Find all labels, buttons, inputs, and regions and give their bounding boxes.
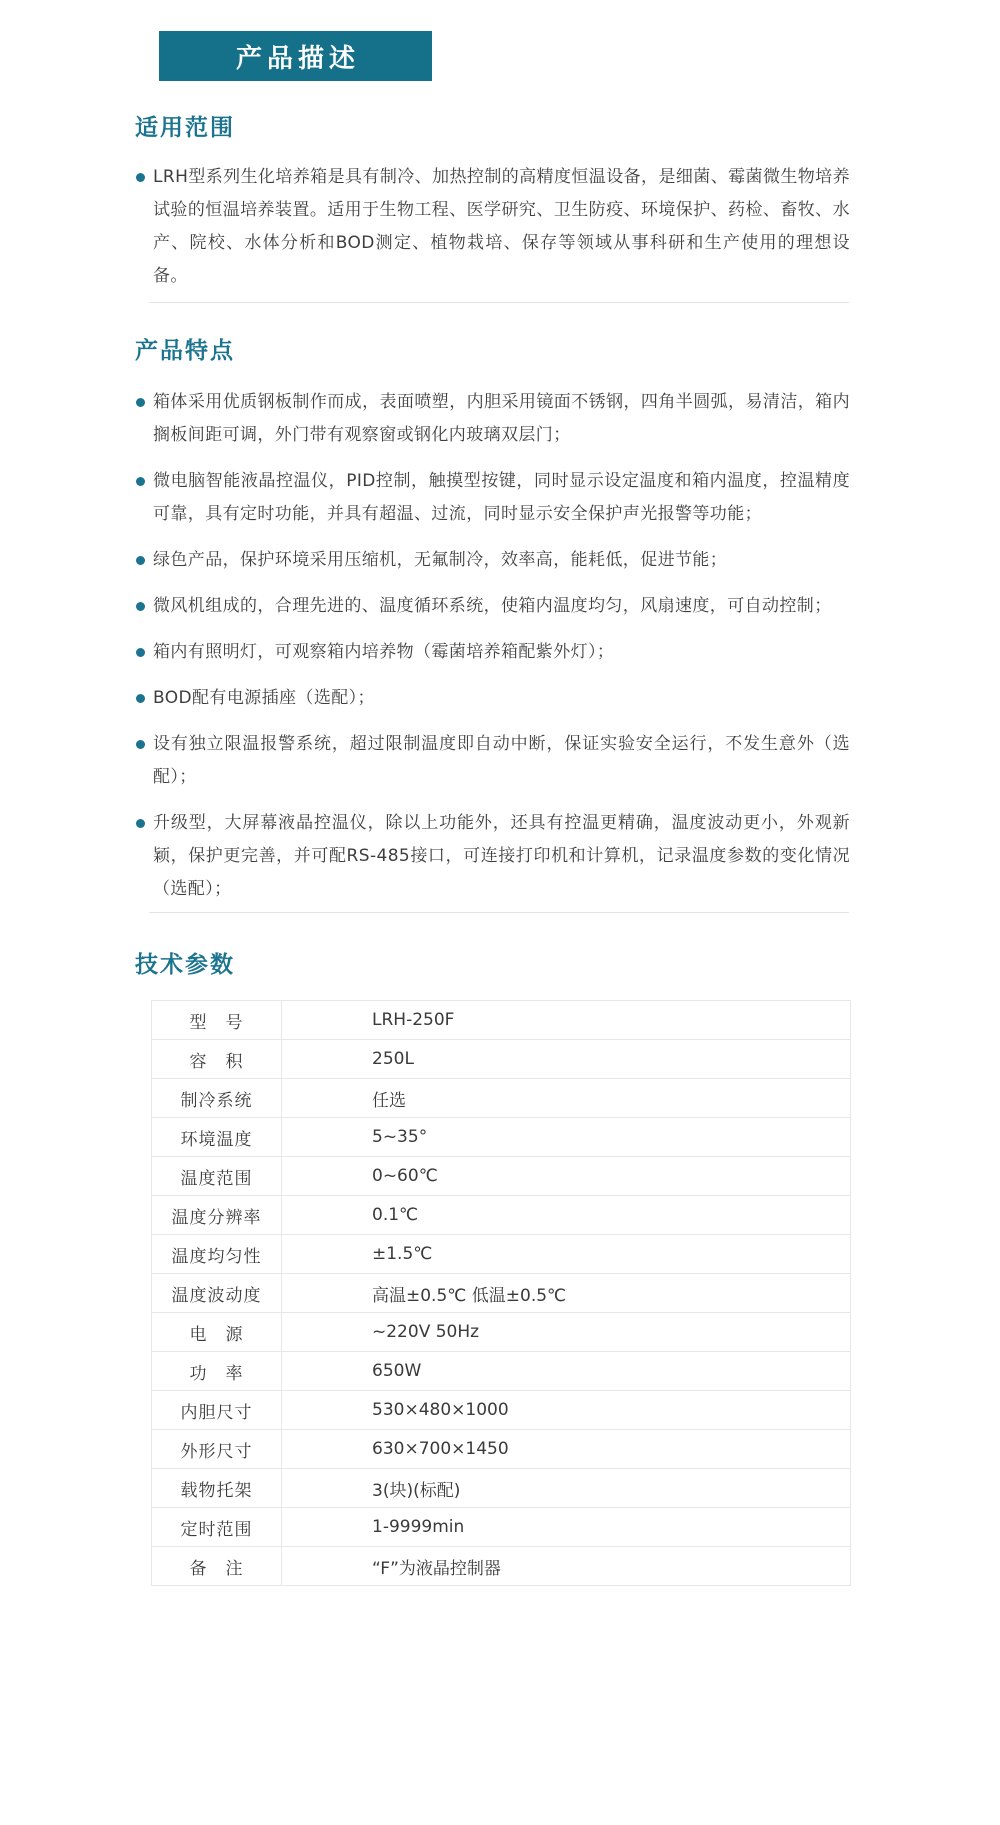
bullet-icon [136,477,145,486]
spec-label-cell: 备 注 [152,1547,282,1586]
bullet-icon [136,740,145,749]
bullet-icon [136,648,145,657]
features-list [135,386,850,906]
spec-value-cell: 5~35° [282,1118,851,1157]
feature-text: 微电脑智能液晶控温仪，PID控制，触摸型按键，同时显示设定温度和箱内温度，控温精度可靠，具有定时功能，并具有超温、过流，同时显示安全保护声光报警等功能； [153,471,850,524]
table-row [152,1274,851,1313]
specs-table [151,1000,851,1586]
bullet-icon [136,694,145,703]
spec-value-cell: LRH-250F [282,1001,851,1040]
feature-text: 设有独立限温报警系统，超过限制温度即自动中断，保证实验安全运行，不发生意外（选配）； [153,734,850,787]
section-divider [149,302,849,303]
table-row [152,1118,851,1157]
feature-text: 绿色产品，保护环境采用压缩机，无氟制冷，效率高，能耗低，促进节能； [153,550,728,570]
spec-label-cell: 型 号 [152,1001,282,1040]
feature-item [135,728,850,794]
spec-label-cell: 功 率 [152,1352,282,1391]
feature-item [135,465,850,531]
feature-item [135,544,850,577]
spec-label-cell: 温度均匀性 [152,1235,282,1274]
table-row [152,1430,851,1469]
feature-text: 箱体采用优质钢板制作而成，表面喷塑，内胆采用镜面不锈钢，四角半圆弧，易清洁，箱内搁板间距可调，外门带有观察窗或钢化内玻璃双层门； [153,392,850,445]
table-row [152,1235,851,1274]
product-description-banner [159,31,432,81]
feature-item [135,807,850,906]
product-description-page [0,31,1000,1825]
feature-text: 箱内有照明灯，可观察箱内培养物（霉菌培养箱配紫外灯）； [153,642,615,662]
scope-item [135,161,850,293]
spec-label-cell: 环境温度 [152,1118,282,1157]
spec-value-cell: 3(块)(标配) [282,1469,851,1508]
spec-label-cell: 温度范围 [152,1157,282,1196]
table-row [152,1313,851,1352]
table-row [152,1352,851,1391]
bullet-icon [136,398,145,407]
bullet-icon [136,173,145,182]
table-row [152,1508,851,1547]
spec-value-cell: 高温±0.5℃ 低温±0.5℃ [282,1274,851,1313]
table-row [152,1079,851,1118]
spec-value-cell: ~220V 50Hz [282,1313,851,1352]
table-row [152,1001,851,1040]
page-content [135,113,850,1586]
spec-value-cell: 650W [282,1352,851,1391]
banner-title: 产品描述 [235,43,360,74]
spec-label-cell: 容 积 [152,1040,282,1079]
feature-item [135,590,850,623]
specs-section-heading: 技术参数 [135,952,235,978]
spec-label-cell: 外形尺寸 [152,1430,282,1469]
table-row [152,1196,851,1235]
feature-text: 微风机组成的，合理先进的、温度循环系统，使箱内温度均匀，风扇速度，可自动控制； [153,596,832,616]
table-row [152,1469,851,1508]
spec-value-cell: 0~60℃ [282,1157,851,1196]
spec-label-cell: 定时范围 [152,1508,282,1547]
table-row [152,1040,851,1079]
table-row [152,1391,851,1430]
spec-label-cell: 电 源 [152,1313,282,1352]
bullet-icon [136,602,145,611]
bullet-icon [136,556,145,565]
scope-list [135,161,850,293]
feature-text: 升级型，大屏幕液晶控温仪，除以上功能外，还具有控温更精确，温度波动更小，外观新颖，保护更完善，并可配RS-485接口，可连接打印机和计算机，记录温度参数的变化情况（选配）； [153,813,850,899]
spec-value-cell: 任选 [282,1079,851,1118]
table-row [152,1547,851,1586]
section-divider [149,912,849,913]
spec-label-cell: 内胆尺寸 [152,1391,282,1430]
spec-label-cell: 载物托架 [152,1469,282,1508]
spec-value-cell: ±1.5℃ [282,1235,851,1274]
spec-value-cell: 530×480×1000 [282,1391,851,1430]
feature-item [135,682,850,715]
spec-label-cell: 温度分辨率 [152,1196,282,1235]
table-row [152,1157,851,1196]
feature-item [135,386,850,452]
spec-value-cell: 630×700×1450 [282,1430,851,1469]
feature-text: BOD配有电源插座（选配）； [153,688,375,708]
spec-label-cell: 温度波动度 [152,1274,282,1313]
spec-value-cell: 250L [282,1040,851,1079]
spec-label-cell: 制冷系统 [152,1079,282,1118]
spec-value-cell: “F”为液晶控制器 [282,1547,851,1586]
spec-value-cell: 1-9999min [282,1508,851,1547]
scope-section-heading: 适用范围 [135,115,235,141]
bullet-icon [136,819,145,828]
feature-item [135,636,850,669]
features-section-heading: 产品特点 [135,338,235,364]
scope-text: LRH型系列生化培养箱是具有制冷、加热控制的高精度恒温设备，是细菌、霉菌微生物培养试验的恒温培养装置。适用于生物工程、医学研究、卫生防疫、环境保护、药检、畜牧、水产、院校、水体分析和BOD测定、植物栽培、保存等领域从事科研和生产使用的理想设备。 [153,167,850,286]
spec-value-cell: 0.1℃ [282,1196,851,1235]
